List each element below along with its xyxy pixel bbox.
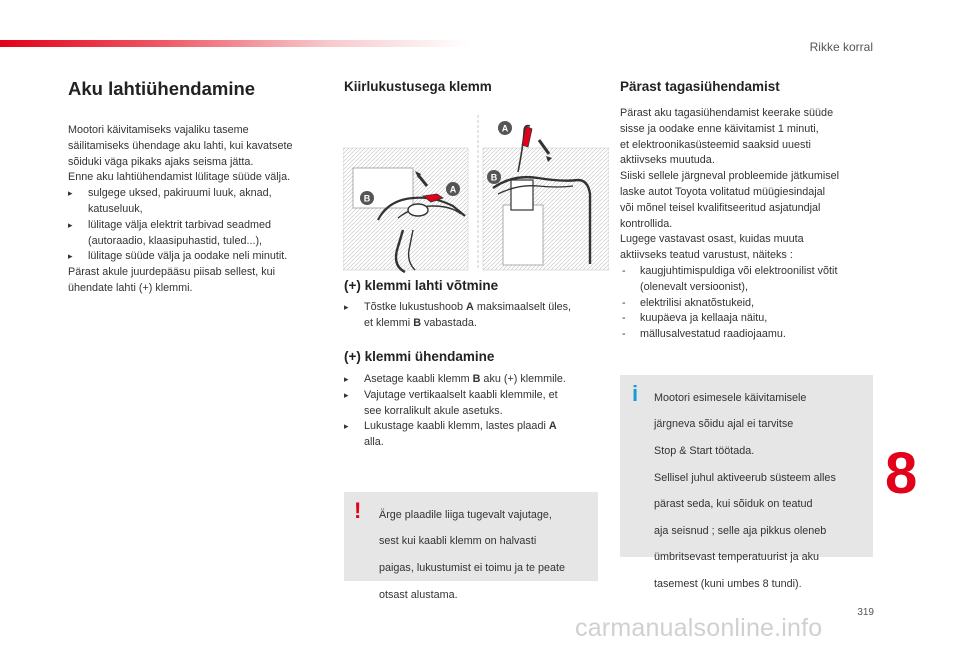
info-text [654,380,869,604]
after-reconnect-body-text [620,106,880,343]
info-icon: i [632,381,639,406]
paragraph-line: aktiivseks teatud varustust, näiteks : [620,249,793,262]
left-body-text [68,123,333,297]
bullet-item [68,218,333,250]
illustration-label-a-left: A [449,184,457,195]
bullet-item [344,372,606,388]
paragraph-line: kontrollida. [620,217,673,230]
warning-box [344,492,598,601]
connect-body-text [344,372,606,451]
dash-item [620,327,880,343]
section-title: Rikke korral [809,40,873,54]
terminal-connected-drawing [483,121,609,270]
connect-line [364,404,606,420]
dash-line: elektrilisi aknatõstukeid, [640,296,755,309]
text-run: Vajutage vertikaalselt kaabli klemmile, et [364,388,558,401]
dash-item [620,264,880,296]
after-reconnect-title: Pärast tagasiühendamist [620,79,780,94]
release-line [364,300,604,316]
text-run: maksimaalselt üles, [473,301,572,313]
bullet-arrow-icon: ▸ [344,374,349,384]
text-run: A [466,301,474,313]
dash-line: mällusalvestatud raadiojaamu. [640,328,786,341]
text-run: A [548,420,557,433]
connect-title: (+) klemmi ühendamine [344,349,495,364]
text-run: Lukustage kaabli klemm, lastes plaadi [364,420,549,433]
text-run: Tõstke lukustushoob [364,301,467,313]
dash-line: kaugjuhtimispuldiga või elektroonilist võtit [640,264,838,277]
dash-line: kuupäeva ja kellaaja näitu, [640,312,768,325]
paragraph-line: et elektroonikasüsteemid saaksid uuesti [620,138,811,151]
info-line: aja seisnud ; selle aja pikkus oleneb [654,524,827,537]
warning-line: sest kui kaabli klemm on halvasti [379,535,537,548]
info-line: pärast seda, kui sõiduk on teatud [654,498,813,511]
info-line: tasemest (kuni umbes 8 tundi). [654,577,802,590]
paragraph-line: laske autot Toyota volitatud müügiesindajal [620,185,826,198]
warning-line: paigas, lukustumist ei toimu ja te peate [379,561,566,574]
dash-item [620,311,880,327]
bullet-line: katuseluuk, [88,202,143,215]
text-run: Asetage kaabli klemm [364,373,473,385]
warning-line: Ärge plaadile liiga tugevalt vajutage, [379,508,552,521]
bullet-arrow-icon: ▸ [68,188,73,199]
bullet-line: lülitage välja elektrit tarbivad seadmed [88,218,272,231]
bullet-item [68,186,333,218]
info-line: Stop & Start töötada. [654,444,755,457]
paragraph-line: sisse ja oodake enne käivitamist 1 minuti, [620,122,819,135]
dash-marker: - [622,328,626,341]
dash-marker: - [622,296,626,309]
watermark: carmanualsonline.info [575,614,823,642]
warning-line: otsast alustama. [379,588,458,601]
info-line: Sellisel juhul aktiveerub süsteem alles [654,471,836,484]
text-run: alla. [364,436,384,449]
info-box [620,375,873,590]
illustration-label-a-right: A [501,123,509,134]
paragraph-line: aktiivseks muutuda. [620,154,715,167]
bullet-item [68,249,333,265]
header-color-bar [0,40,470,47]
text-run: see korralikult akule asetuks. [364,404,503,417]
paragraph-line: Pärast aku tagasiühendamist keerake süüde [620,107,834,119]
connect-line [364,388,606,404]
info-line: Mootori esimesele käivitamisele [654,391,807,404]
info-line: ümbritsevast temperatuurist ja aku [654,551,820,564]
intro-line: Mootori käivitamiseks vajaliku taseme [68,124,249,136]
release-line [364,316,604,332]
intro-line: säilitamiseks ühendage aku lahti, kui kavatsete [68,139,293,152]
quick-release-title: Kiirlukustusega klemm [344,79,492,94]
warning-icon: ! [354,498,362,523]
dash-line: (olenevalt versioonist), [640,280,749,293]
connect-line [364,419,606,435]
battery-terminal-illustration [343,110,609,274]
terminal-released-drawing [343,148,468,272]
bullet-arrow-icon: ▸ [344,302,349,312]
bullet-line: lülitage süüde välja ja oodake neli minutit. [88,250,288,263]
text-run: aku (+) klemmile. [480,373,566,385]
bullet-arrow-icon: ▸ [68,219,73,230]
bullet-arrow-icon: ▸ [344,421,349,432]
bullet-arrow-icon: ▸ [344,389,349,400]
bullet-item [344,300,604,332]
bullet-line: (autoraadio, klaasipuhastid, tuled...), [88,234,263,247]
bullet-arrow-icon: ▸ [68,251,73,262]
connect-line [364,435,606,451]
release-title: (+) klemmi lahti võtmine [344,278,499,293]
warning-text [379,497,594,614]
outro-line: ühendate lahti (+) klemmi. [68,281,193,294]
dash-marker: - [622,264,626,277]
page-number: 319 [857,607,874,618]
illustration-label-b-right: B [490,172,498,183]
bullet-item [344,388,606,420]
chapter-number: 8 [885,441,918,506]
outro-line: Pärast akule juurdepääsu piisab sellest, kui [68,266,276,279]
text-run: et klemmi [364,316,414,329]
dash-item [620,296,880,312]
bullet-line: sulgege uksed, pakiruumi luuk, aknad, [88,187,272,200]
intro-line: Enne aku lahtiühendamist lülitage süüde välja. [68,171,291,184]
page-title: Aku lahtiühendamine [68,78,256,99]
illustration-label-b-left: B [363,193,371,204]
intro-line: sõiduki väga pikaks ajaks seisma jätta. [68,155,254,168]
dash-marker: - [622,312,626,325]
text-run: B [413,316,422,329]
release-body-text [344,300,604,332]
paragraph-line: Lugege vastavast osast, kuidas muuta [620,233,804,246]
paragraph-line: Siiski sellele järgneval probleemide jätkumisel [620,170,840,183]
text-run: B [472,373,481,385]
bullet-item [344,419,606,451]
info-line: järgneva sõidu ajal ei tarvitse [654,418,794,431]
connect-line [364,372,606,388]
text-run: vabastada. [421,316,477,329]
paragraph-line: või mõnel teisel kvalifitseeritud asjatundjal [620,201,821,214]
